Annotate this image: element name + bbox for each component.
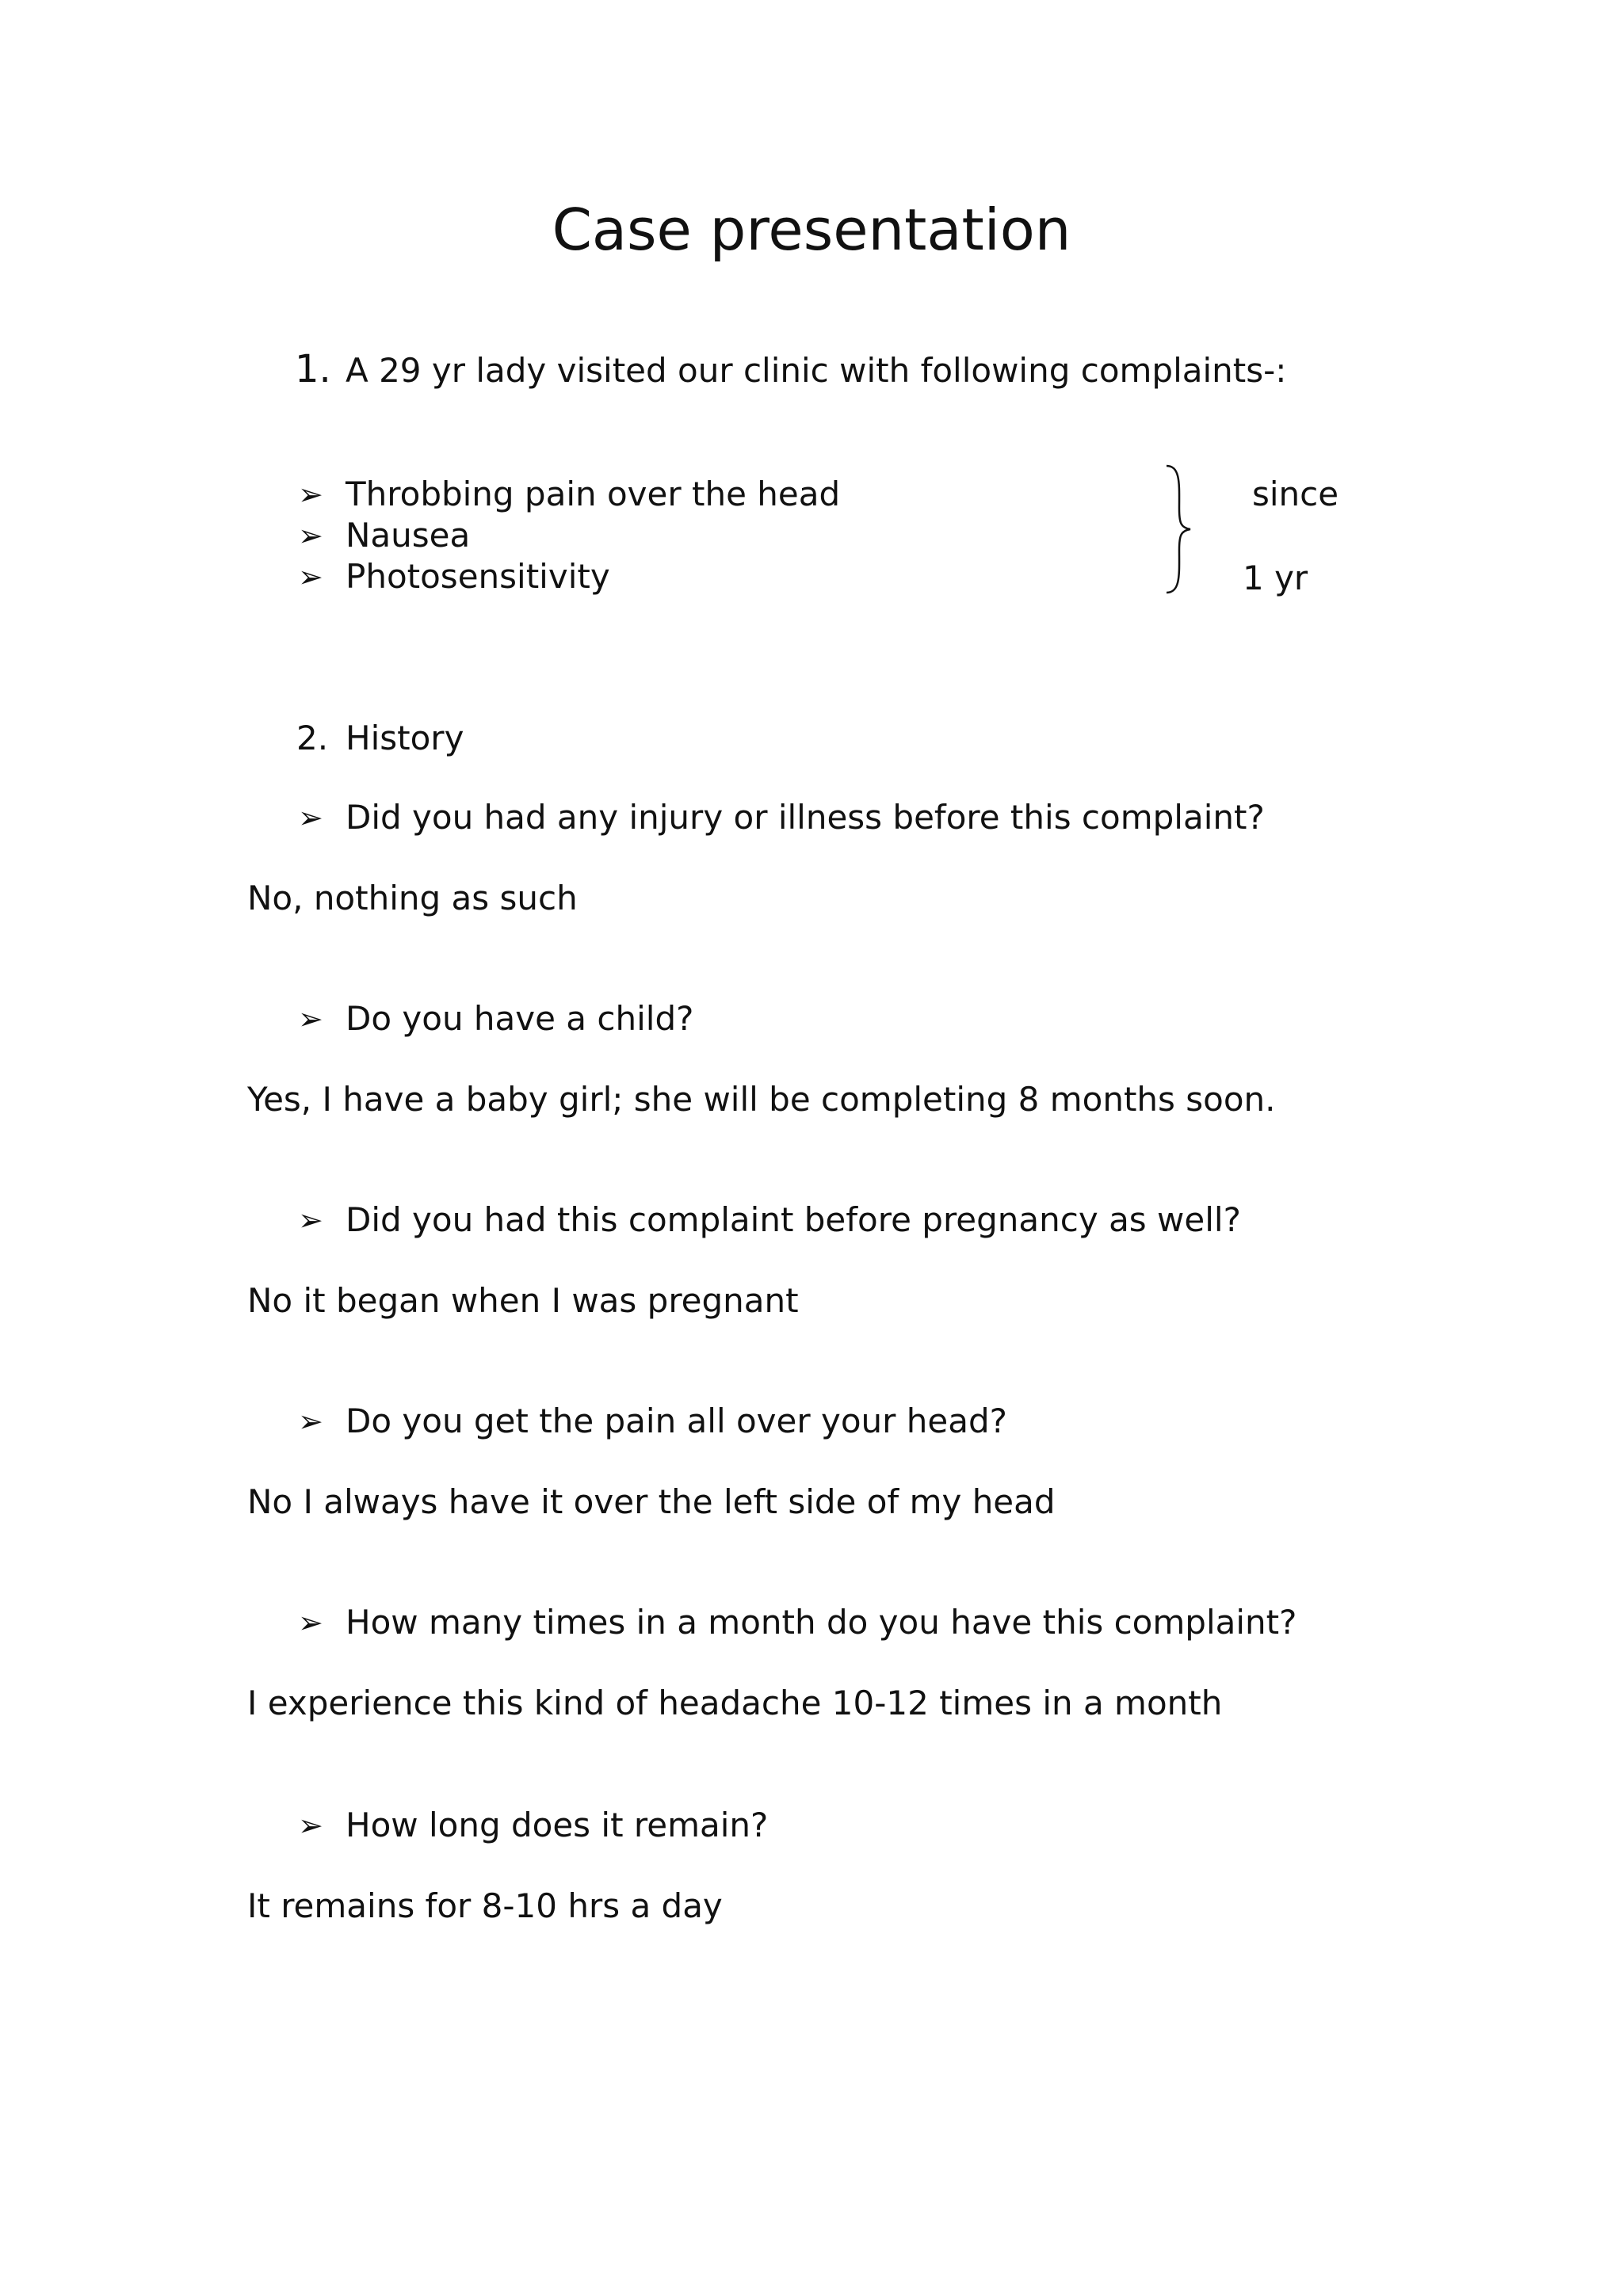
history-question: Did you had any injury or illness before this complaint? bbox=[346, 798, 1265, 837]
section-2-number: 2. bbox=[296, 719, 329, 757]
complaint-item: Throbbing pain over the head bbox=[346, 475, 841, 513]
bullet-arrow-icon: ➢ bbox=[298, 1404, 323, 1439]
history-answer: I experience this kind of headache 10-12 times in a month bbox=[247, 1684, 1223, 1722]
bullet-arrow-icon: ➢ bbox=[298, 1605, 323, 1640]
bullet-arrow-icon: ➢ bbox=[298, 800, 323, 835]
history-question: Do you have a child? bbox=[346, 999, 694, 1038]
history-question: Do you get the pain all over your head? bbox=[346, 1402, 1007, 1440]
right-brace-icon bbox=[1157, 461, 1205, 597]
bullet-arrow-icon: ➢ bbox=[298, 518, 323, 553]
bullet-arrow-icon: ➢ bbox=[298, 1001, 323, 1036]
bullet-arrow-icon: ➢ bbox=[298, 1808, 323, 1843]
duration-since: since bbox=[1252, 475, 1339, 513]
history-answer: It remains for 8-10 hrs a day bbox=[247, 1886, 723, 1925]
page-title: Case presentation bbox=[552, 196, 1071, 263]
section-1-intro: A 29 yr lady visited our clinic with following complaints-: bbox=[346, 351, 1287, 390]
history-answer: No, nothing as such bbox=[247, 879, 578, 917]
section-2-heading: History bbox=[346, 719, 464, 757]
complaint-item: Photosensitivity bbox=[346, 557, 610, 596]
history-answer: No I always have it over the left side of my head bbox=[247, 1482, 1056, 1521]
bullet-arrow-icon: ➢ bbox=[298, 559, 323, 594]
complaint-item: Nausea bbox=[346, 516, 471, 555]
duration-period: 1 yr bbox=[1243, 559, 1308, 597]
history-question: Did you had this complaint before pregnancy as well? bbox=[346, 1200, 1241, 1239]
bullet-arrow-icon: ➢ bbox=[298, 477, 323, 512]
history-question: How many times in a month do you have this complaint? bbox=[346, 1603, 1297, 1642]
history-answer: Yes, I have a baby girl; she will be completing 8 months soon. bbox=[247, 1080, 1276, 1119]
section-1-number: 1. bbox=[295, 347, 331, 391]
history-question: How long does it remain? bbox=[346, 1806, 769, 1844]
bullet-arrow-icon: ➢ bbox=[298, 1203, 323, 1238]
history-answer: No it began when I was pregnant bbox=[247, 1281, 799, 1320]
